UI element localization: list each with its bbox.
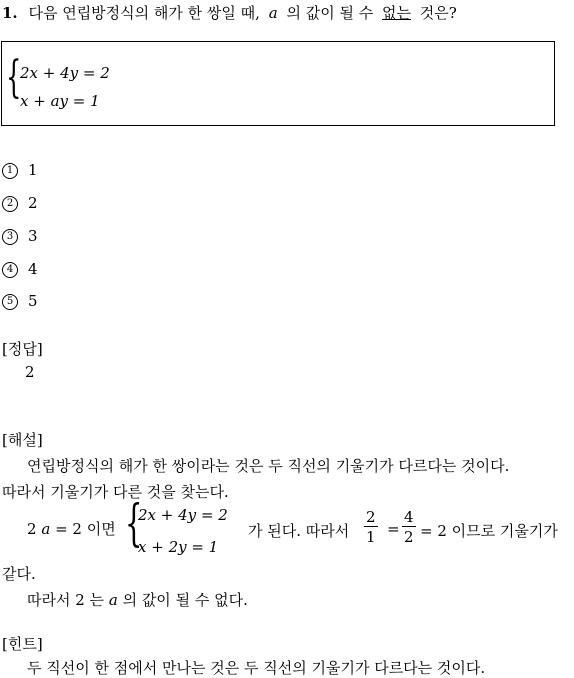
question-number: 1. <box>2 4 18 22</box>
line5-pre: 따라서 2 는 <box>27 591 105 609</box>
fraction-eq-sign: = <box>387 520 400 538</box>
choice-value: 3 <box>28 227 38 245</box>
line5-post: 의 값이 될 수 없다. <box>122 591 248 609</box>
fraction-1-num: 2 <box>366 508 376 526</box>
choice-3[interactable] <box>2 227 38 245</box>
answer-value: 2 <box>25 363 35 381</box>
system-brace: { <box>6 52 22 103</box>
explanation-line5 <box>27 589 248 610</box>
choice-value: 5 <box>28 292 38 310</box>
explanation-label: [해설] <box>2 431 43 449</box>
choice-marker: 3 <box>2 229 18 245</box>
question-var: a <box>268 4 278 22</box>
explanation-line1: 연립방정식의 해가 한 쌍이라는 것은 두 직선의 기울기가 다르다는 것이다. <box>27 457 510 475</box>
system-eq1: 2x + 4y = 2 <box>20 64 110 82</box>
explanation-line4: 같다. <box>2 565 36 583</box>
choice-marker: 4 <box>2 262 18 278</box>
explanation-sys-eq2: x + 2y = 1 <box>138 538 219 556</box>
answer-label: [정답] <box>2 340 43 358</box>
hint-text: 두 직선이 한 점에서 만나는 것은 두 직선의 기울기가 다르다는 것이다. <box>27 659 486 677</box>
fraction-1-den: 1 <box>366 528 376 546</box>
cond-suffix: = 2 이면 <box>55 520 116 538</box>
question-text-after: 것은? <box>419 4 457 22</box>
question-line <box>2 2 457 23</box>
question-emph: 없는 <box>382 4 411 22</box>
choice-marker: 1 <box>2 163 18 179</box>
condition-text <box>27 518 116 539</box>
question-text-mid: 의 값이 될 수 <box>286 4 374 22</box>
choice-marker: 2 <box>2 196 18 212</box>
cond-prefix: 2 <box>27 520 37 538</box>
explanation-sys-eq1: 2x + 4y = 2 <box>138 506 228 524</box>
hint-label: [힌트] <box>2 635 43 653</box>
choice-4[interactable] <box>2 260 38 278</box>
tail-text: = 2 이므로 기울기가 <box>420 522 558 540</box>
fraction-2 <box>402 508 416 547</box>
explanation-line2: 따라서 기울기가 다른 것을 찾는다. <box>2 483 229 501</box>
explanation-system-brace: { <box>125 494 143 552</box>
system-eq2: x + ay = 1 <box>20 92 100 110</box>
fraction-2-num: 4 <box>404 508 414 526</box>
fraction-2-den: 2 <box>404 528 414 546</box>
fraction-1 <box>364 508 378 547</box>
choice-marker: 5 <box>2 294 18 310</box>
choice-value: 4 <box>28 260 38 278</box>
choice-1[interactable] <box>2 161 38 179</box>
becomes-text: 가 된다. 따라서 <box>248 522 350 540</box>
choice-value: 2 <box>28 194 38 212</box>
line5-var: a <box>108 591 118 609</box>
choice-2[interactable] <box>2 194 38 212</box>
cond-var: a <box>41 520 51 538</box>
equation-box <box>1 41 555 126</box>
choice-5[interactable] <box>2 292 38 310</box>
question-text-before: 다음 연립방정식의 해가 한 쌍일 때, <box>28 4 260 22</box>
choice-value: 1 <box>28 161 38 179</box>
